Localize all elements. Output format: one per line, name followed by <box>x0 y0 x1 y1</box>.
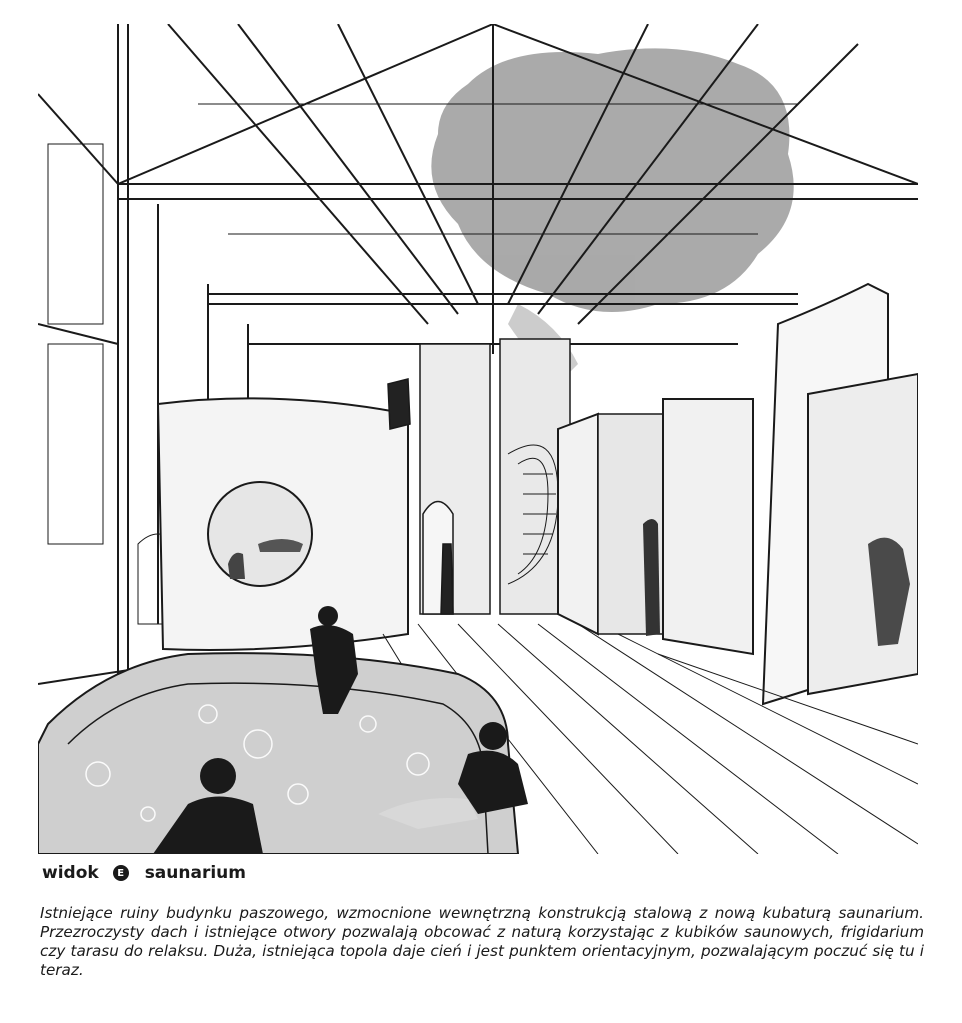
caption-title: saunarium <box>144 863 246 883</box>
sauna-cube-left <box>158 398 408 650</box>
description-text: Istniejące ruiny budynku paszowego, wzmocnione wewnętrzną konstrukcją stalową z nową kubaturą saunarium. Przezroczysty dach i istniejące otwory pozwalają obcować z naturą korzystając z kubików saunowych, frigidarium czy tarasu do relaksu. Duża, istniejąca topola daje cień i jest punktem orientacyjnym, pozwalającym poczuć się tu i teraz. <box>40 904 924 979</box>
view-letter-badge: E <box>113 865 129 881</box>
view-caption <box>42 860 246 886</box>
sauna-cubes-right <box>558 284 918 704</box>
central-cylinders <box>388 339 570 614</box>
saunarium-sketch-illustration <box>38 24 918 854</box>
caption-label: widok <box>42 863 99 883</box>
